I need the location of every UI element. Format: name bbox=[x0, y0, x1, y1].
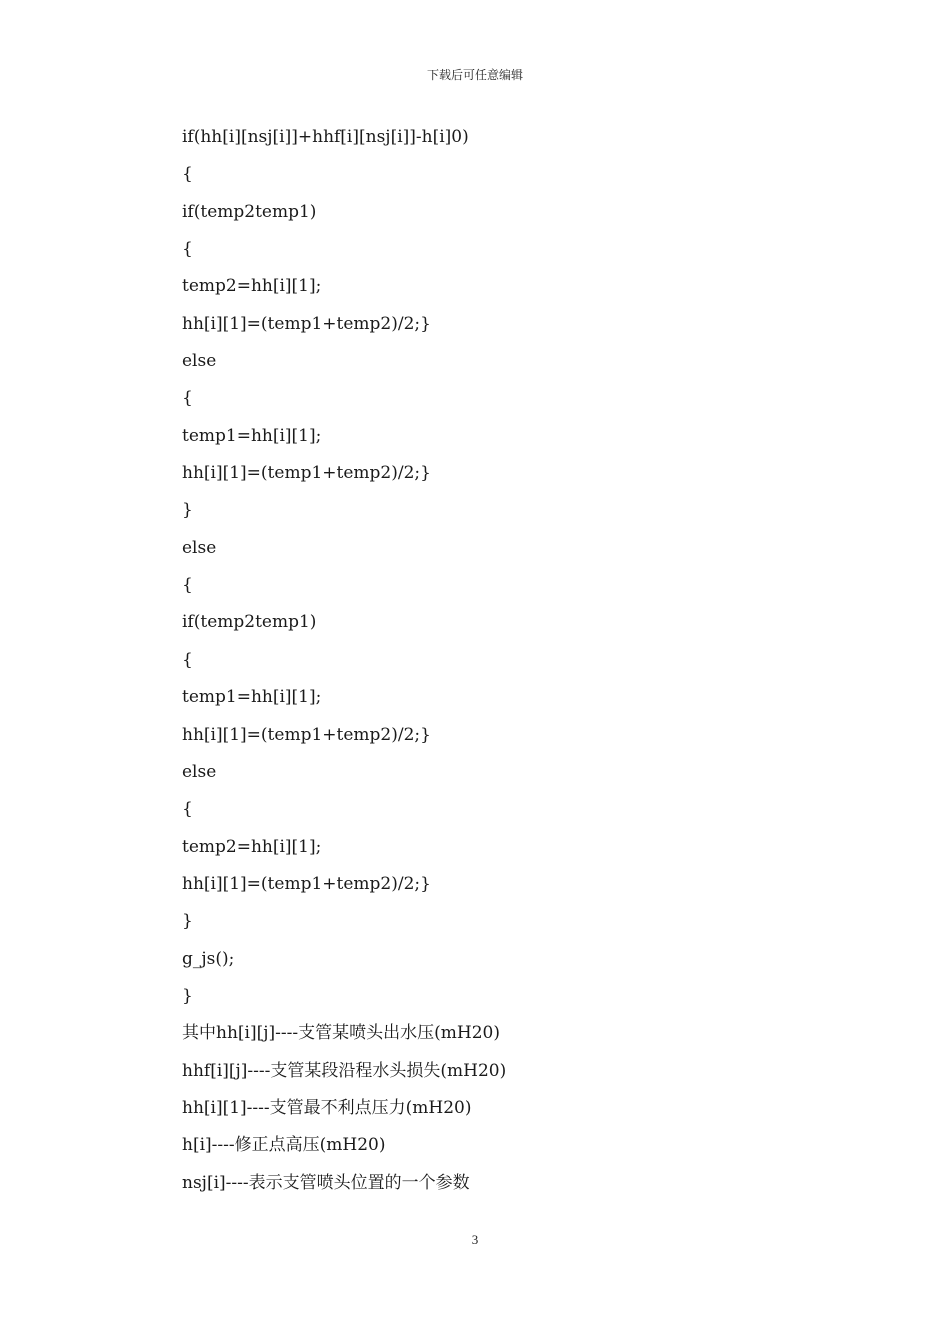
code-line: temp2=hh[i][1]; bbox=[182, 276, 322, 297]
code-line: temp1=hh[i][1]; bbox=[182, 687, 322, 708]
code-line: else bbox=[182, 761, 217, 782]
code-line: } bbox=[182, 985, 193, 1006]
code-line: { bbox=[182, 799, 193, 820]
code-line: else bbox=[182, 537, 217, 558]
code-line: h[i]----修正点高压(mH20) bbox=[182, 1135, 386, 1156]
code-line: { bbox=[182, 649, 193, 670]
code-line: g_js(); bbox=[182, 948, 235, 969]
page-number: 3 bbox=[471, 1232, 479, 1247]
code-line: temp1=hh[i][1]; bbox=[182, 425, 322, 446]
code-line: { bbox=[182, 239, 193, 260]
code-line: if(hh[i][nsj[i]]+hhf[i][nsj[i]]-h[i]0) bbox=[182, 127, 469, 147]
code-line: temp2=hh[i][1]; bbox=[182, 836, 322, 857]
code-line: { bbox=[182, 164, 193, 185]
page-header: 下载后可任意编辑 bbox=[426, 68, 523, 82]
code-line: hh[i][1]=(temp1+temp2)/2;} bbox=[182, 724, 431, 745]
code-block bbox=[182, 122, 882, 1205]
code-line: if(temp2temp1) bbox=[182, 612, 317, 633]
code-line: 其中hh[i][j]----支管某喷头出水压(mH20) bbox=[182, 1023, 500, 1044]
code-line: hhf[i][j]----支管某段沿程水头损失(mH20) bbox=[182, 1060, 507, 1081]
code-line: hh[i][1]=(temp1+temp2)/2;} bbox=[182, 313, 431, 334]
code-line: } bbox=[182, 500, 193, 521]
code-line: { bbox=[182, 575, 193, 596]
code-line: nsj[i]----表示支管喷头位置的一个参数 bbox=[182, 1172, 470, 1193]
code-line: } bbox=[182, 911, 193, 932]
code-line: hh[i][1]=(temp1+temp2)/2;} bbox=[182, 873, 431, 894]
code-line: hh[i][1]----支管最不利点压力(mH20) bbox=[182, 1097, 472, 1118]
code-line: if(temp2temp1) bbox=[182, 201, 317, 222]
code-line: { bbox=[182, 388, 193, 409]
code-line: else bbox=[182, 351, 217, 372]
code-line: hh[i][1]=(temp1+temp2)/2;} bbox=[182, 463, 431, 484]
